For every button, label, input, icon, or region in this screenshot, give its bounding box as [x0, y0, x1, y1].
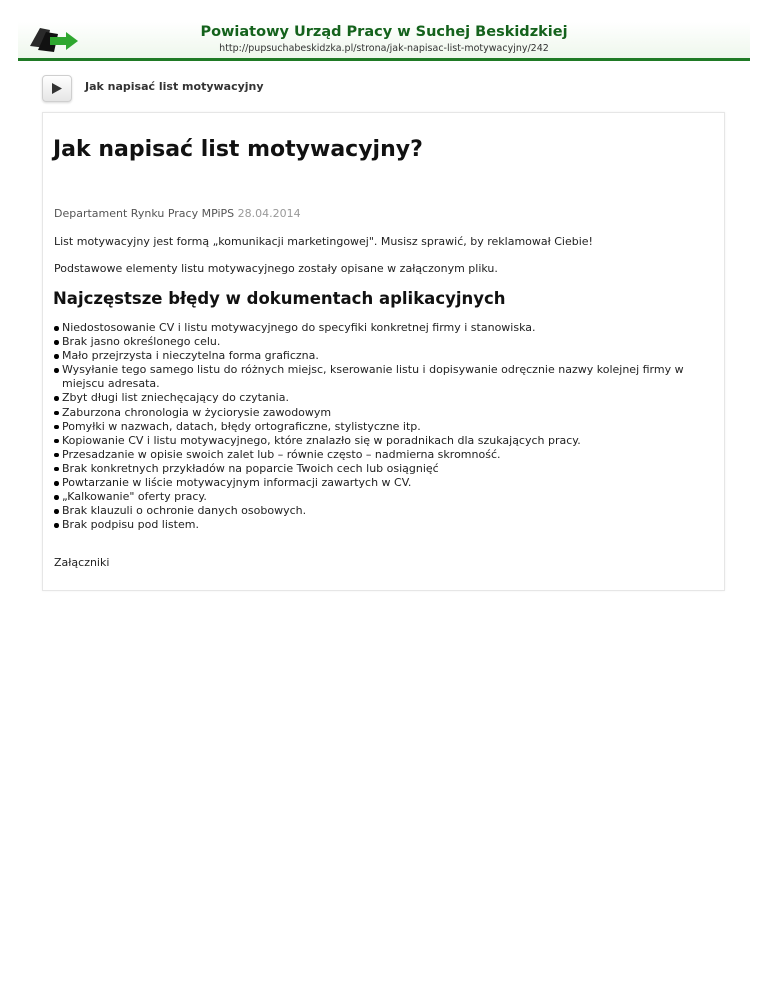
list-item: Brak klauzuli o ochronie danych osobowych.	[62, 504, 714, 518]
list-item: Powtarzanie w liście motywacyjnym informacji zawartych w CV.	[62, 476, 714, 490]
article-card	[42, 112, 725, 591]
article-meta	[54, 207, 301, 220]
article-date: 28.04.2014	[237, 207, 301, 220]
list-item: Zbyt długi list zniechęcający do czytania.	[62, 391, 714, 405]
site-header	[18, 22, 750, 61]
section-title: Najczęstsze błędy w dokumentach aplikacyjnych	[53, 289, 506, 308]
site-title[interactable]: Powiatowy Urząd Pracy w Suchej Beskidzkiej	[200, 24, 568, 40]
article-paragraph: Podstawowe elementy listu motywacyjnego zostały opisane w załączonym pliku.	[54, 262, 498, 275]
article-author: Departament Rynku Pracy MPiPS	[54, 207, 235, 220]
attachments-label: Załączniki	[54, 556, 110, 569]
list-item: „Kalkowanie" oferty pracy.	[62, 490, 714, 504]
list-item: Mało przejrzysta i nieczytelna forma graficzna.	[62, 349, 714, 363]
breadcrumb-label[interactable]: Jak napisać list motywacyjny	[85, 80, 264, 93]
article-intro: List motywacyjny jest formą „komunikacji marketingowej". Musisz sprawić, by reklamował Ciebie!	[54, 235, 593, 248]
breadcrumb-arrow-button[interactable]	[42, 75, 72, 102]
page-url: http://pupsuchabeskidzka.pl/strona/jak-napisac-list-motywacyjny/242	[219, 43, 549, 54]
list-item: Brak konkretnych przykładów na poparcie Twoich cech lub osiągnięć	[62, 462, 714, 476]
list-item: Przesadzanie w opisie swoich zalet lub – równie często – nadmierna skromność.	[62, 448, 714, 462]
list-item: Kopiowanie CV i listu motywacyjnego, które znalazło się w poradnikach dla szukających pracy.	[62, 434, 714, 448]
list-item: Zaburzona chronologia w życiorysie zawodowym	[62, 406, 714, 420]
list-item: Wysyłanie tego samego listu do różnych miejsc, kserowanie listu i dopisywanie odręcznie nazwy kolejnej firmy w miejscu adresata.	[62, 363, 714, 391]
arrow-right-icon	[52, 83, 62, 94]
errors-list	[53, 321, 714, 532]
list-item: Brak jasno określonego celu.	[62, 335, 714, 349]
article-title: Jak napisać list motywacyjny?	[53, 137, 423, 162]
list-item: Brak podpisu pod listem.	[62, 518, 714, 532]
list-item: Niedostosowanie CV i listu motywacyjnego do specyfiki konkretnej firmy i stanowiska.	[62, 321, 714, 335]
list-item: Pomyłki w nazwach, datach, błędy ortograficzne, stylistyczne itp.	[62, 420, 714, 434]
